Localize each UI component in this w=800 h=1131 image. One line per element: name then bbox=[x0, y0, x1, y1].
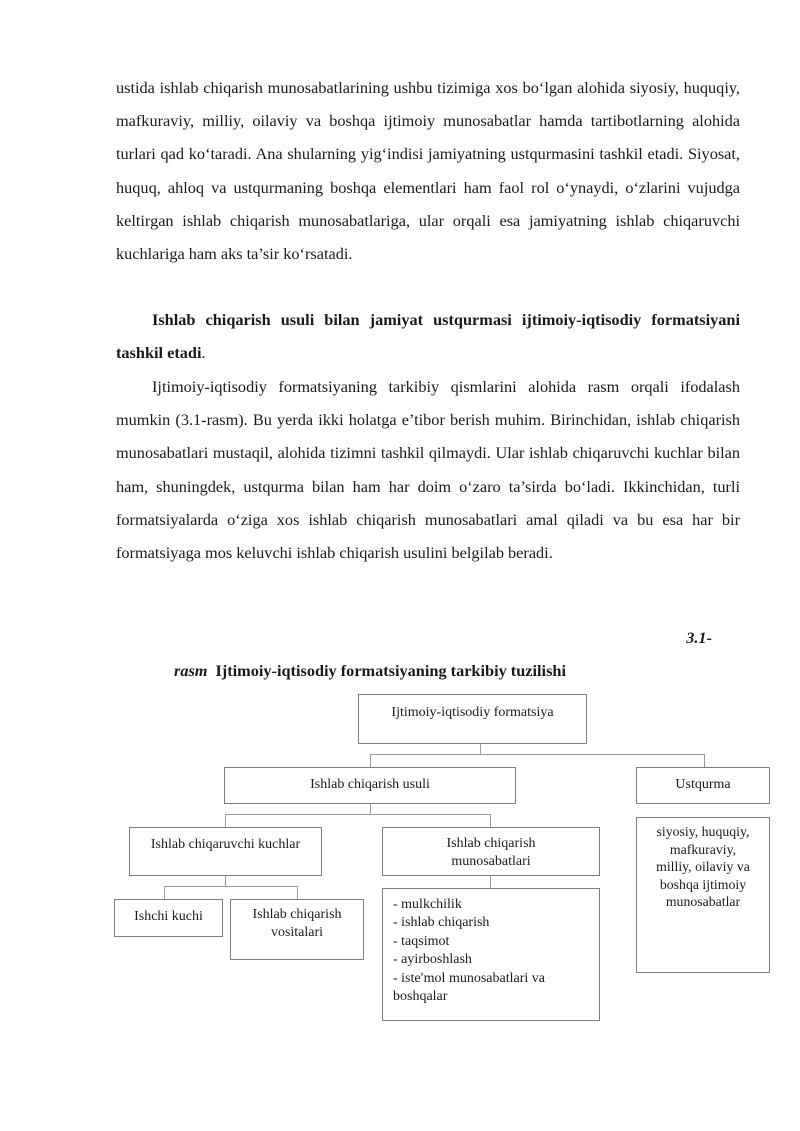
diagram-kuchlar-box: Ishlab chiqaruvchi kuchlar bbox=[129, 827, 322, 876]
figure-title: Ijtimoiy-iqtisodiy formatsiyaning tarkibiy tuzilishi bbox=[215, 661, 566, 680]
connector-kuch-up bbox=[225, 814, 226, 827]
paragraph-2-end: . bbox=[201, 343, 206, 363]
connector-usul-up bbox=[370, 754, 371, 767]
diagram-root-box: Ijtimoiy-iqtisodiy formatsiya bbox=[358, 694, 587, 744]
munosabatlar-line-1: Ishlab chiqarish bbox=[446, 836, 536, 851]
connector-ust-up bbox=[704, 754, 705, 767]
paragraph-1: ustida ishlab chiqarish munosabatlarining ushbu tizimiga xos bo‘lgan alohida siyosiy, huquqiy, mafkuraviy, milliy, oilaviy va boshqa ijtimoiy munosabatlar hamda tartibotlarning alohida turlari qad ko‘taradi. Ana shularning yig‘indisi jamiyatning ustqurmasini tashkil etadi. Siyosat, huquq, ahloq va ustqurmaning boshqa elementlari ham faol rol o‘ynaydi, o‘zlarini vujudga keltirgan ishlab chiqarish munosabatlariga, ular orqali esa jamiyatning ishlab chiqaruvchi kuchlariga ham aks ta’sir ko‘rsatadi. bbox=[116, 78, 740, 264]
connector-level1-bar bbox=[370, 754, 705, 755]
paragraph-3: Ijtimoiy-iqtisodiy formatsiyaning tarkibiy qismlarini alohida rasm orqali ifodalash mumkin (3.1-rasm). Bu yerda ikki holatga e’tibor berish muhim. Birinchidan, ishlab chiqarish munosabatlari mustaqil, alohida tizimni tashkil qilmaydi. Ular ishlab chiqaruvchi kuchlar bilan ham, shuningdek, ustqurma bilan ham har doim o‘zaro ta’sirda bo‘ladi. Ikkinchidan, turli formatsiyalarda o‘ziga xos ishlab chiqarish munosabatlari amal qiladi va bu esa har bir formatsiyaga mos keluvchi ishlab chiqarish usulini belgilab beradi. bbox=[116, 377, 740, 563]
diagram-ustqurma-box: Ustqurma bbox=[636, 767, 770, 804]
diagram-munosabatlar-list-box bbox=[382, 888, 600, 1021]
connector-mun-up bbox=[490, 814, 491, 827]
diagram-vositalar-box bbox=[230, 899, 364, 960]
paragraph-2 bbox=[116, 303, 740, 369]
ustqurma-desc-line: munosabatlar bbox=[665, 894, 741, 909]
ustqurma-desc-line: boshqa ijtimoiy bbox=[659, 876, 747, 892]
ustqurma-desc-line: mafkuraviy, bbox=[669, 841, 737, 857]
list-item: - isteʹmol munosabatlari va bbox=[393, 970, 545, 986]
figure-number: 3.1- bbox=[686, 628, 712, 647]
connector-level3-bar bbox=[164, 886, 298, 887]
list-item: - ishlab chiqarish bbox=[393, 915, 490, 931]
diagram-ustqurma-desc-box bbox=[636, 817, 770, 973]
diagram-usul-box: Ishlab chiqarish usuli bbox=[224, 767, 516, 804]
vositalar-line-2: vositalari bbox=[270, 924, 324, 940]
connector-vosita-up bbox=[297, 886, 298, 899]
list-item: - ayirboshlash bbox=[393, 952, 472, 968]
list-item: boshqalar bbox=[393, 989, 448, 1005]
ustqurma-desc-line: siyosiy, huquqiy, bbox=[656, 824, 750, 839]
ustqurma-desc-line: milliy, oilaviy va bbox=[656, 859, 750, 874]
paragraph-2-bold: Ishlab chiqarish usuli bilan jamiyat ustqurmasi ijtimoiy-iqtisodiy formatsiyani tashkil etadi bbox=[116, 310, 740, 363]
connector-level2-bar bbox=[225, 814, 491, 815]
munosabatlar-line-2: munosabatlari bbox=[451, 853, 531, 869]
diagram-munosabatlar-box bbox=[382, 827, 600, 876]
figure-caption bbox=[0, 661, 800, 681]
list-item: - mulkchilik bbox=[393, 897, 462, 912]
connector-mun-down bbox=[490, 876, 491, 888]
connector-ishchi-up bbox=[164, 886, 165, 899]
figure-rasm-label: rasm bbox=[173, 661, 208, 680]
vositalar-line-1: Ishlab chiqarish bbox=[252, 907, 342, 922]
list-item: - taqsimot bbox=[393, 933, 450, 949]
diagram-ishchi-kuchi-box: Ishchi kuchi bbox=[114, 899, 223, 937]
